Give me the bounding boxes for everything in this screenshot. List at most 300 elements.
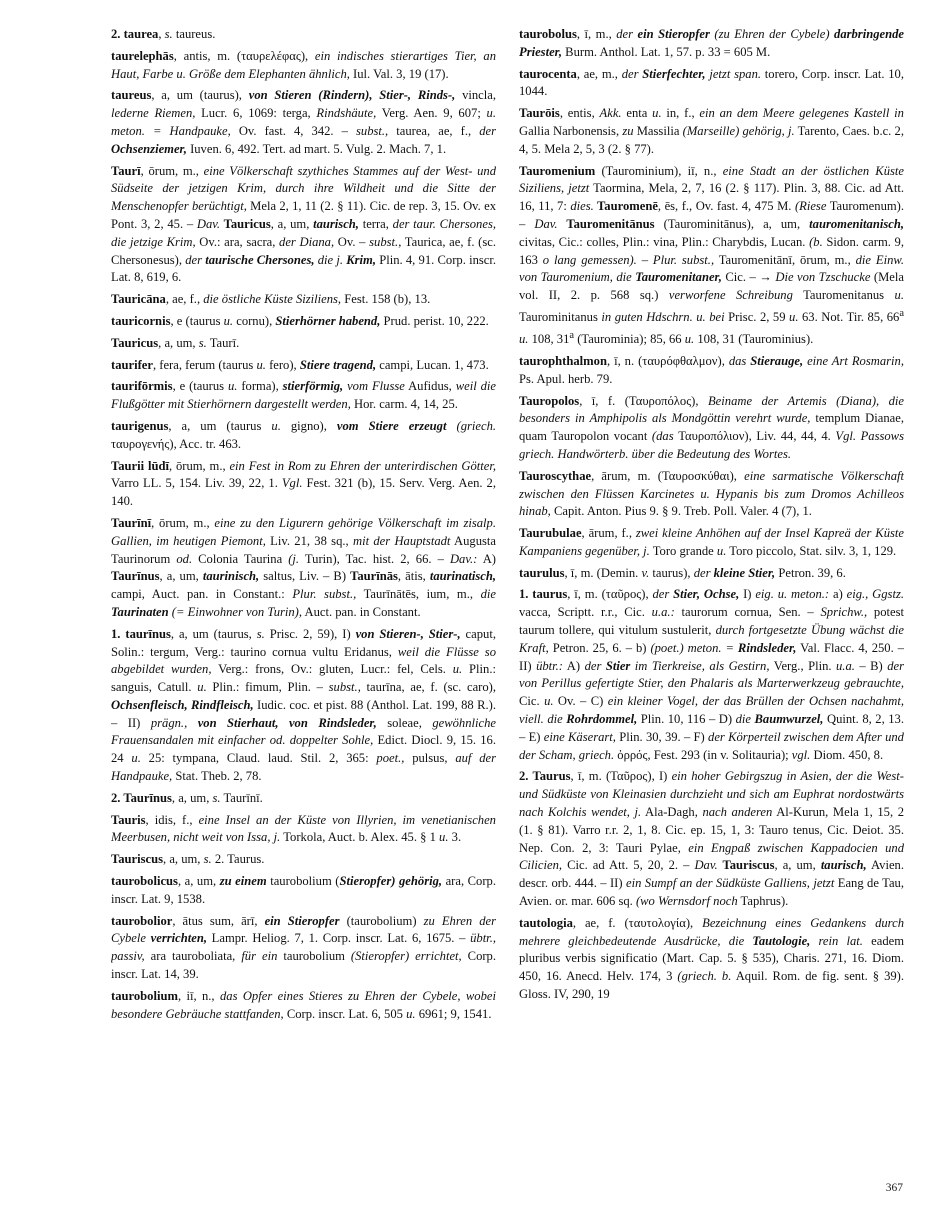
entry-text: Plin.: sanguis, Catull.: [111, 662, 496, 695]
italic-text: der: [185, 252, 206, 267]
entry-text: , a, um,: [163, 852, 204, 867]
meaning-bold-italic: vom Stiere erzeugt: [336, 418, 447, 433]
entry-text: 108, 31: [528, 332, 570, 347]
headword: Taurīnī: [111, 515, 152, 530]
italic-text: u.: [684, 332, 695, 347]
entry-text: , antis, m. (ταυρελέφας),: [173, 48, 315, 63]
italic-text: die Einw. von Tauromenium, die: [519, 252, 904, 285]
entry-text: Cic. ad Att. 5, 20, 2. –: [562, 858, 695, 873]
italic-text: Dav.: [534, 216, 558, 231]
meaning-bold-italic: zu einem: [219, 874, 267, 889]
entry-text: forma),: [237, 379, 283, 394]
italic-text: für ein: [241, 949, 278, 964]
entry-text: Corp. inscr. Lat. 6, 505: [283, 1006, 407, 1021]
headword: taurobolior: [111, 913, 173, 928]
italic-text: im Tierkreise, als Gestirn,: [630, 658, 770, 673]
italic-text: weil die Flüsse so abgebildet wurden,: [111, 644, 496, 677]
dictionary-entry: [111, 357, 496, 375]
italic-text: Akk.: [599, 106, 622, 121]
entry-text: Capit. Anton. Pius 9. § 9. Treb. Poll. Valer. 4 (7), 1.: [550, 504, 812, 519]
headword: Tauropolos: [519, 393, 580, 408]
entry-text: , a, um,: [177, 874, 220, 889]
entry-text: Prisc. 2, 59), I): [264, 626, 356, 641]
italic-text: rein lat.: [810, 933, 863, 948]
meaning-bold-italic: Tautologie,: [752, 933, 811, 948]
entry-text: Aquil. Rom. de fig. sent. § 39). Gloss. IV, 290, 19: [519, 969, 904, 1002]
meaning-bold-italic: von Stieren-, Stier-,: [355, 626, 461, 641]
entry-text: saltus, Liv. – B): [259, 569, 351, 584]
italic-text: das: [728, 353, 751, 368]
italic-text: (zu Ehren der Cybele): [709, 27, 835, 41]
entry-text: Tauromenitanus: [792, 288, 895, 303]
italic-text: s.: [212, 790, 221, 805]
headword: Tauromenium: [519, 163, 596, 178]
entry-text: , ae, f. (ταυτολογία),: [572, 915, 703, 930]
entry-text: Verg. Aen. 9, 607;: [376, 106, 487, 121]
entry-text: Aufidus,: [404, 379, 456, 394]
dictionary-entry: [111, 851, 496, 869]
entry-text: Ταυροπόλιον), Liv. 44, 44, 4.: [673, 429, 836, 444]
entry-text: (taurobolium): [339, 913, 424, 928]
entry-text: Hor. carm. 4, 14, 25.: [350, 397, 458, 412]
entry-text: Petron. 25, 6. – b): [548, 640, 651, 655]
entry-text: Ov.: ara, sacra,: [195, 234, 280, 249]
entry-text: I): [739, 587, 756, 602]
entry-text: taurīna, ae, f. (sc. caro),: [360, 680, 496, 695]
entry-text: A): [563, 658, 585, 673]
entry-text: , e (taurus: [172, 379, 228, 394]
entry-text: fero),: [265, 357, 300, 372]
headword: Tauromenē: [593, 199, 658, 214]
headword: Tauricāna: [111, 292, 166, 307]
dictionary-entry: [519, 26, 904, 62]
entry-text: Diom. 450, 8.: [810, 747, 884, 762]
italic-text: der von Perillus gefertigte Stier, den Phalaris als Marterwerkzeug gebrauchte,: [519, 658, 904, 691]
entry-text: vincla,: [455, 88, 496, 103]
italic-text: eig. u. meton.:: [755, 587, 830, 602]
italic-text: vom Flusse: [343, 379, 405, 394]
italic-text: übtr., passiv,: [111, 931, 496, 964]
entry-text: Sidon. carm. 9, 163: [519, 234, 904, 267]
dictionary-entry: [111, 790, 496, 808]
entry-text: (Taurominitānus), a, um,: [654, 216, 810, 231]
entry-text: Plin. 30, 39. – F): [615, 729, 709, 744]
dictionary-entry: [111, 458, 496, 511]
italic-text: eine Insel an der Küste von Illyrien, im venetianischen Meerbusen, nicht weit von Issa, j.: [111, 812, 496, 845]
italic-text: u.: [544, 694, 554, 709]
headword: taurigenus: [111, 418, 169, 433]
entry-text: Ov. –: [334, 234, 370, 249]
italic-text: durch fortgesetzte Übung wächst die Kraft,: [519, 623, 904, 655]
entry-text: Ps. Apul. herb. 79.: [519, 371, 613, 386]
italic-text: die: [735, 712, 755, 727]
headword: Tauris: [111, 812, 146, 827]
entry-text: Val. Flacc. 4, 250. – II): [519, 640, 904, 673]
headword: taurobolium: [111, 988, 178, 1003]
meaning-bold-italic: von Stierhaut, von Rindsleder,: [187, 715, 377, 730]
italic-text: s.: [256, 626, 265, 641]
headword: Tauricus: [111, 335, 159, 350]
entry-text: 2. Taurus.: [211, 852, 265, 867]
entry-text: Plin. 4, 91. Corp. inscr. Lat. 8, 619, 6.: [111, 252, 496, 285]
italic-text: u.: [227, 379, 238, 394]
dictionary-entry: [111, 313, 496, 331]
dictionary-entry: [111, 418, 496, 454]
entry-text: Iul. Val. 3, 19 (17).: [349, 66, 449, 81]
entry-text: , iī, n.,: [177, 988, 220, 1003]
italic-text: u.: [131, 751, 141, 766]
entry-text: vacca, Scriptt. r.r., Cic.: [519, 605, 652, 620]
entry-text: , ī, m. (Demin.: [564, 565, 642, 580]
entry-text: Tarento, Caes. b.c. 2, 4, 5. Mela 2, 5, 3 (2. § 77).: [519, 123, 904, 156]
entry-text: , ae, f.,: [165, 292, 204, 307]
italic-text: (Marseille) gehörig, j.: [682, 123, 795, 138]
entry-text: Torkola, Auct. b. Alex. 45. § 1: [280, 830, 440, 845]
entry-text: torero, Corp. inscr. Lat. 10, 1044.: [519, 66, 904, 99]
italic-text: der: [693, 565, 714, 580]
entry-text: gigno),: [280, 418, 337, 433]
dictionary-entry: [519, 915, 904, 1004]
italic-text: ein an dem Meere gelegenes Kastell in: [699, 106, 904, 121]
superscript: a: [569, 329, 575, 341]
headword: Taurī: [111, 163, 141, 178]
italic-text: nach anderen: [702, 805, 773, 820]
italic-text: der: [479, 123, 496, 138]
entry-text: Liv. 21, 38 sq.,: [265, 533, 353, 548]
italic-text: lederne Riemen,: [111, 106, 196, 121]
entry-text: ara, Corp. inscr. Lat. 9, 1538.: [111, 874, 496, 906]
italic-text: u.: [271, 418, 281, 433]
entry-text: , fera, ferum (taurus: [152, 357, 257, 372]
italic-text: der taur. Chersones, die jetzige Krim,: [111, 216, 496, 249]
entry-text: Gallia Narbonensis,: [519, 123, 623, 138]
entry-text: cornu),: [233, 313, 276, 328]
dictionary-entry: [519, 565, 904, 583]
meaning-bold-italic: Stiere tragend,: [299, 357, 377, 372]
entry-text: , e (taurus: [170, 313, 224, 328]
meaning-bold-italic: Baumwurzel,: [754, 712, 824, 727]
italic-text: u.a.:: [651, 605, 675, 620]
dictionary-entry: [519, 586, 904, 764]
entry-text: , a, um (taurus,: [170, 626, 257, 641]
entry-text: , ī, m. (Ταῦρος), I): [570, 769, 672, 784]
italic-text: u.: [439, 830, 449, 845]
italic-text: u.: [519, 332, 529, 347]
dictionary-entry: [111, 163, 496, 288]
italic-text: Plur. subst.,: [292, 587, 357, 602]
italic-text: (Riese: [794, 199, 827, 214]
dictionary-entry: [111, 812, 496, 848]
dictionary-entry: [111, 988, 496, 1024]
entry-text: Burm. Anthol. Lat. 1, 57. p. 33 = 605 M.: [562, 44, 771, 59]
italic-text: gewöhnliche Frauensandalen mit einfacher od. doppelter Sohle,: [111, 715, 496, 748]
headword: 2. taurea: [111, 27, 159, 41]
italic-text: eine Käserart,: [543, 729, 616, 744]
headword: Taurīnus: [111, 569, 160, 584]
dictionary-entry: [111, 48, 496, 84]
italic-text: Sprichw.,: [820, 605, 868, 620]
italic-text: zu: [622, 123, 634, 138]
entry-text: in, f.,: [661, 106, 700, 121]
italic-text: (j.: [288, 551, 300, 566]
italic-text: Beiname der Artemis (Diana), die besonders in Amphipolis als Mondgöttin verehrt wurde,: [519, 393, 904, 426]
italic-text: Bezeichnung eines Gedankens durch mehrere gleichbedeutende Ausdrücke, die: [519, 915, 904, 948]
italic-text: u.: [452, 662, 463, 677]
italic-text: zu Ehren der Cybele: [111, 913, 496, 946]
entry-text: Toro piccolo, Stat. silv. 3, 1, 129.: [726, 543, 897, 558]
italic-text: verworfene Schreibung: [668, 288, 793, 303]
entry-text: Avien. descr. orb. 444. – II): [519, 858, 904, 891]
dictionary-entry: [519, 768, 904, 910]
entry-text: Fest. 321 (b), 15. Serv. Verg. Aen. 2, 140.: [111, 476, 496, 509]
dictionary-entry: [519, 105, 904, 158]
entry-text: Edict. Diocl. 9, 15. 16. 24: [111, 733, 496, 766]
headword: Tauriscus: [717, 858, 775, 873]
italic-text: u.: [652, 106, 662, 121]
headword: Taurii lūdī: [111, 458, 169, 473]
entry-text: Auct. pan. in Constant.: [302, 604, 421, 619]
headword: Taurubulae: [519, 526, 582, 541]
entry-text: Taurica, ae, f. (sc. Chersonesus),: [111, 234, 496, 267]
headword: Taurīnās: [350, 569, 398, 584]
headword: taurulus: [519, 565, 565, 580]
headword: tauricornis: [111, 313, 171, 328]
entry-text: Taphrus).: [737, 894, 789, 909]
entry-text: Taormina, Mela, 2, 7, 16 (2. § 117). Plin. 3, 88. Cic. ad Att. 16, 11, 7:: [519, 181, 904, 214]
meaning-bold-italic: Stierhörner habend,: [275, 313, 381, 328]
entry-text: taurea, ae, f.,: [388, 123, 480, 138]
italic-text: (griech. b.: [677, 969, 732, 984]
headword: Tauromenitānus: [557, 216, 655, 231]
dictionary-entry: [519, 468, 904, 521]
entry-text: Tauromenitānī, ōrum, m.,: [714, 252, 856, 267]
entry-text: Taurīnī.: [220, 790, 263, 805]
entry-text: Varro LL. 5, 154. Liv. 39, 22, 1.: [111, 476, 282, 491]
italic-text: (= Einwohner von Turin),: [168, 604, 303, 619]
meaning-bold-italic: Ochsenfleisch, Rindfleisch,: [111, 697, 254, 712]
italic-text: vgl.: [791, 747, 811, 762]
entry-text: , a, um,: [270, 216, 314, 231]
entry-text: Taurīnātēs, ium, m.,: [356, 587, 481, 602]
entry-text: 108, 31 (Taurominius).: [694, 332, 814, 347]
superscript: a: [899, 307, 904, 319]
meaning-bold-italic: Taurinaten: [111, 604, 169, 619]
italic-text: u.: [716, 543, 727, 558]
italic-text: ein indisches stierartiges Tier, an Haut, Farbe u. Größe dem Elephanten ähnlich,: [111, 48, 496, 81]
italic-text: Dav.:: [449, 551, 478, 566]
entry-text: , ī, f. (Ταυροπόλος),: [579, 393, 708, 408]
entry-text: taurorum cornua, Sen. –: [674, 605, 821, 620]
italic-text: in guten Hdschrn. u. bei: [601, 310, 725, 325]
italic-text: jetzt span.: [705, 66, 762, 81]
dictionary-entry: [111, 291, 496, 309]
entry-text: soleae,: [376, 715, 433, 730]
entry-text: , a, um (taurus),: [151, 88, 249, 103]
entry-text: Petron. 39, 6.: [775, 565, 846, 580]
entry-text: Ov. fast. 4, 342. –: [230, 123, 356, 138]
meaning-bold-italic: taurische Chersones,: [205, 252, 315, 267]
headword: taurelephās: [111, 48, 174, 63]
italic-text: das Opfer eines Stieres zu Ehren der Cybele, wobei besondere Gebräuche stattfanden,: [111, 988, 496, 1021]
italic-text: der Diana,: [279, 234, 335, 249]
entry-text: Prisc. 2, 59: [724, 310, 790, 325]
meaning-bold-italic: Rindsleder,: [737, 640, 797, 655]
italic-text: Vgl. Passows griech. Handwörterb. über die Bedeutung des Wortes.: [519, 429, 904, 461]
italic-text: eine zu den Ligurern gehörige Völkerschaft im zisalp. Gallien, im heutigen Piemont,: [111, 515, 496, 548]
entry-text: Verg., Plin.: [769, 658, 836, 673]
meaning-bold-italic: Stier, Ochse,: [673, 587, 740, 602]
meaning-bold-italic: tauromenitanisch,: [809, 216, 904, 231]
entry-text: taurobolium: [277, 949, 351, 964]
dictionary-entry: [519, 525, 904, 561]
italic-text: übtr.:: [536, 658, 564, 673]
meaning-bold-italic: Tauromenitaner,: [635, 270, 722, 285]
entry-text: Taurī.: [206, 335, 240, 350]
entry-text: , ae, m.,: [576, 66, 622, 81]
italic-text: subst.,: [369, 234, 402, 249]
italic-text: Die von Tzschucke: [775, 270, 871, 285]
italic-text: zwei kleine Anhöhen auf der Insel Kapreä der Küste Kampaniens gegenüber, j.: [519, 526, 904, 558]
italic-text: die j.: [314, 252, 347, 267]
italic-text: o lang gemessen). – Plur. subst.,: [542, 252, 715, 267]
entry-text: , ōrum, m.,: [151, 515, 215, 530]
entry-text: Toro grande: [649, 543, 717, 558]
italic-text: prägn.,: [150, 715, 188, 730]
italic-text: eine sarmatische Völkerschaft zwischen den Flüssen Karcinetes u. Hypanis bis zum Dromos Achilleos hinab,: [519, 468, 904, 519]
entry-text: Prud. perist. 10, 222.: [380, 313, 489, 328]
entry-text: , ātis,: [397, 569, 430, 584]
italic-text: u.: [894, 288, 904, 303]
entry-text: , a, um (taurus: [168, 418, 272, 433]
dictionary-entry: [111, 626, 496, 786]
entry-text: ταυρογενής), Acc. tr. 463.: [111, 436, 242, 451]
meaning-bold-italic: Ochsenziemer,: [111, 141, 187, 156]
entry-text: Turin), Tac. hist. 2, 66. –: [299, 551, 450, 566]
entry-text: Massilia: [633, 123, 683, 138]
italic-text: auf der Handpauke,: [111, 751, 496, 784]
headword: tautologia: [519, 915, 573, 930]
entry-text: , ōrum, m.,: [168, 458, 230, 473]
dictionary-entry: [111, 378, 496, 414]
entry-text: – B): [854, 658, 888, 673]
page-number: 367: [885, 1182, 903, 1194]
italic-text: dies.: [570, 199, 594, 214]
entry-text: , ī, n. (ταυρόφθαλμον),: [606, 353, 729, 368]
italic-text: ein Engpaß zwischen Kappadocien und Cilicien,: [519, 840, 904, 873]
italic-text: u. meton. = Handpauke,: [111, 106, 496, 138]
entry-text: Mela 2, 1, 11 (2. § 11). Cic. de rep. 3, 15. Ov. ex Pont. 3, 2, 45. –: [111, 199, 496, 231]
dictionary-entry: [111, 335, 496, 353]
italic-text: subst.,: [328, 680, 361, 695]
dictionary-entry: [111, 873, 496, 909]
entry-text: taurus),: [649, 565, 694, 580]
italic-text: mit der Hauptstadt: [352, 533, 451, 548]
entry-text: 25: tympana, Claud. laud. Stil. 2, 365:: [140, 751, 377, 766]
italic-text: der: [652, 587, 674, 602]
meaning-bold-italic: taurinatisch,: [429, 569, 496, 584]
entry-text: , ī, m.,: [576, 27, 617, 41]
entry-text: terra,: [358, 216, 393, 231]
entry-text: Tauromenum). –: [519, 199, 904, 231]
headword: Tauricus: [220, 216, 271, 231]
entry-text: Fest. 158 (b), 13.: [341, 292, 431, 307]
italic-text: eine Völkerschaft szythiches Stammes auf der West- und Südseite der jetzigen Krim, durch ihre Wildheit und die Sitte der Menschenopfer berüchtigt,: [111, 163, 496, 214]
right-column: [519, 26, 904, 1176]
italic-text: subst.,: [356, 123, 389, 138]
entry-text: Lampr. Heliog. 7, 1. Corp. inscr. Lat. 6, 1675. –: [206, 931, 471, 946]
entry-text: Plin.: fimum, Plin. –: [206, 680, 329, 695]
entry-text: templum Dianae, quam Tauropolon vocant: [519, 411, 904, 444]
italic-text: ein kleiner Vogel, der das Brüllen der Ochsen nachahmt, viell. die: [519, 694, 904, 727]
headword: taurophthalmon: [519, 353, 607, 368]
italic-text: u.: [789, 310, 799, 325]
entry-text: civitas, Cic.: colles, Plin.: vina, Plin.: Charybdis, Lucan.: [519, 234, 810, 249]
italic-text: u.: [256, 357, 266, 372]
entry-text: Cic. – →: [721, 270, 776, 285]
italic-text: der: [616, 27, 638, 41]
headword: 1. taurīnus: [111, 626, 171, 641]
entry-text: ὀρρός, Fest. 293 (in v. Solitauria);: [614, 747, 792, 762]
entry-text: Colonia Taurina: [192, 551, 289, 566]
meaning-bold-italic: taurisch,: [820, 858, 867, 873]
headword: taurobolus: [519, 27, 577, 41]
entry-text: Ov. – C): [553, 694, 608, 709]
italic-text: s.: [203, 852, 212, 867]
meaning-bold-italic: Krim,: [346, 252, 376, 267]
entry-text: Plin. 10, 116 – D): [637, 712, 736, 727]
entry-text: , a, um,: [171, 790, 213, 805]
entry-text: Taurominitanus: [519, 310, 602, 325]
entry-text: (Mela vol. II, 2. p. 568 sq.): [519, 270, 904, 303]
entry-text: ,: [158, 27, 165, 41]
meaning-bold-italic: darbringende Priester,: [519, 27, 904, 59]
headword: 1. taurus: [519, 587, 568, 602]
italic-text: der: [621, 66, 643, 81]
dictionary-entry: [111, 87, 496, 158]
entry-text: Al-Kurun, Mela 1, 15, 2 (1. § 81). Varro r.r. 2, 1, 8. Cic. ep. 15, 1, 3: Tauro tenus, Cic. Deiot. 35. Nep. Con. 2, 3: Tauri Pylae,: [519, 805, 904, 855]
dictionary-entry: [111, 26, 496, 44]
italic-text: ein Fest in Rom zu Ehren der unterirdischen Götter,: [229, 458, 496, 473]
entry-text: campi, Lucan. 1, 473.: [376, 357, 489, 372]
italic-text: (das: [651, 429, 674, 444]
entry-text: Verg.: frons, Ov.: gluten, Lucr.: fel, Cels.: [211, 662, 453, 677]
italic-text: weil die Flußgötter mit Stierhörnern dargestellt werden,: [111, 379, 496, 412]
entry-text: , ōrum, m.,: [140, 163, 204, 178]
entry-text: 6961; 9, 1541.: [415, 1006, 492, 1021]
entry-text: , a, um,: [159, 569, 203, 584]
italic-text: (griech.: [446, 418, 496, 433]
italic-text: s.: [164, 27, 173, 41]
entry-text: Augusta Taurinorum: [111, 533, 496, 566]
italic-text: v.: [641, 565, 650, 580]
entry-text: potest taurum tollere, qui vitulum sustulerit,: [519, 605, 904, 638]
entry-text: , idis, f.,: [145, 812, 199, 827]
dictionary-entry: [111, 515, 496, 622]
entry-text: 3.: [448, 830, 462, 845]
entry-text: taurobolium (: [266, 874, 340, 889]
dictionary-entry: [519, 393, 904, 464]
italic-text: (wo Wernsdorf noch: [635, 894, 738, 909]
headword: taurobolicus: [111, 874, 178, 889]
headword: 2. Taurus: [519, 769, 571, 784]
italic-text: eine Art Rosmarin,: [803, 353, 904, 368]
meaning-bold-italic: Stierauge,: [750, 353, 804, 368]
italic-text: u.a.: [836, 658, 855, 673]
dictionary-entry: [519, 163, 904, 349]
italic-text: od.: [176, 551, 193, 566]
headword: Tauriscus: [111, 852, 164, 867]
italic-text: der: [584, 658, 606, 673]
